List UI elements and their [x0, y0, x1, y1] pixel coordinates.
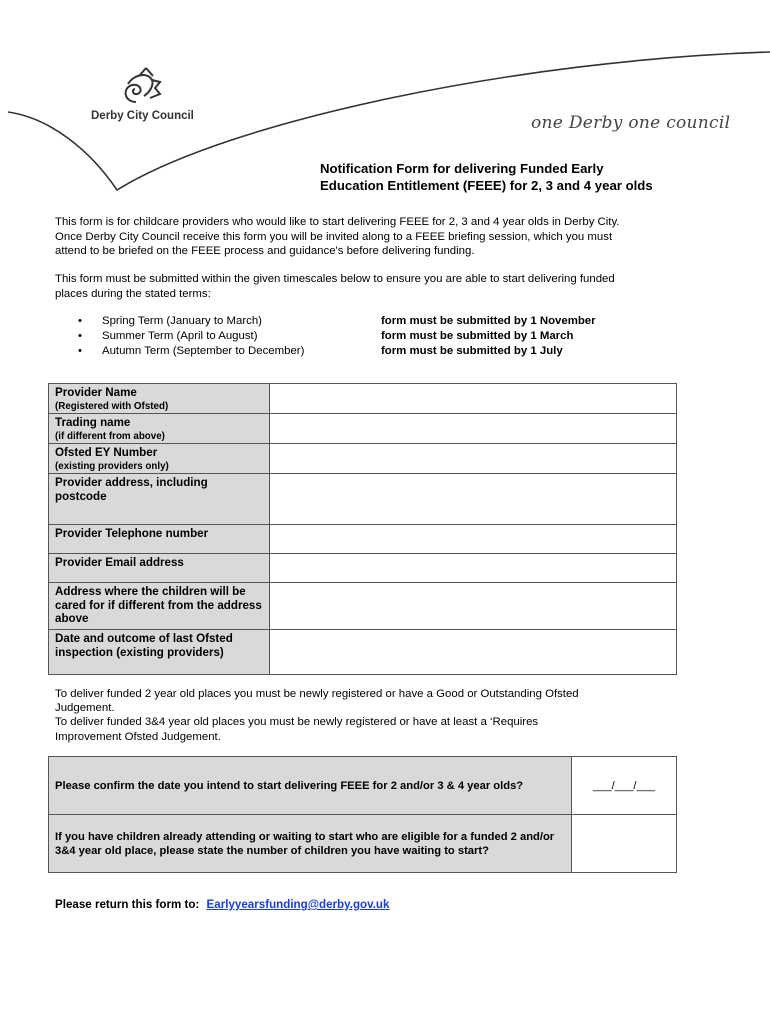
note-line: Improvement Ofsted Judgement.	[55, 730, 221, 743]
note-line: To deliver funded 3&4 year old places you must be newly registered or have at least a ‘Requires	[55, 716, 539, 729]
return-email-link[interactable]: Earlyyearsfunding@derby.gov.uk	[206, 898, 390, 911]
field-label: Provider Email address	[55, 556, 184, 569]
eligibility-notes	[55, 687, 695, 744]
last-ofsted-input[interactable]	[269, 630, 676, 675]
trading-name-input[interactable]	[269, 414, 676, 444]
intro-paragraph-1	[55, 215, 715, 259]
derby-ram-logo-icon	[126, 68, 160, 102]
term-deadline: form must be submitted by 1 July	[381, 345, 563, 357]
last-ofsted-label	[49, 630, 270, 675]
start-date-question: Please confirm the date you intend to start delivering FEEE for 2 and/or 3 & 4 year olds?	[49, 757, 572, 815]
return-instructions	[55, 898, 389, 911]
bullet: •	[78, 315, 82, 327]
field-label: Provider address, including postcode	[55, 476, 208, 503]
provider-name-input[interactable]	[269, 384, 676, 414]
ofsted-ey-number-input[interactable]	[269, 444, 676, 474]
term-item	[78, 314, 658, 329]
term-name: Summer Term (April to August)	[102, 330, 258, 342]
term-item	[78, 329, 658, 344]
intro-paragraph-2	[55, 272, 715, 301]
title-line-1: Notification Form for delivering Funded Early	[320, 161, 604, 176]
children-waiting-question: If you have children already attending or waiting to start who are eligible for a funded 2 and/or 3&4 year old place, please state the number of children you have waiting to start?	[49, 815, 572, 873]
field-label: Trading name	[55, 416, 131, 429]
table-row	[49, 525, 677, 554]
field-sublabel: (existing providers only)	[55, 460, 169, 472]
tagline: one Derby one council	[531, 113, 731, 133]
term-item	[78, 344, 658, 359]
table-row	[49, 554, 677, 583]
field-sublabel: (if different from above)	[55, 430, 165, 442]
title-line-2: Education Entitlement (FEEE) for 2, 3 and 4 year olds	[320, 178, 653, 193]
provider-email-input[interactable]	[269, 554, 676, 583]
field-sublabel: (Registered with Ofsted)	[55, 400, 169, 412]
terms-list	[78, 314, 658, 359]
start-date-input[interactable]: ___/___/___	[572, 757, 677, 815]
provider-address-label	[49, 474, 270, 525]
table-row	[49, 384, 677, 414]
start-confirmation-table	[48, 756, 677, 873]
care-address-input[interactable]	[269, 583, 676, 630]
intro-line: This form is for childcare providers who would like to start delivering FEEE for 2, 3 and 4 year olds in Derby City.	[55, 216, 620, 228]
ofsted-ey-number-label	[49, 444, 270, 474]
note-line: To deliver funded 2 year old places you must be newly registered or have a Good or Outstanding Ofsted	[55, 688, 579, 700]
intro-line: This form must be submitted within the given timescales below to ensure you are able to start delivering funded	[55, 273, 615, 285]
field-label: Ofsted EY Number	[55, 446, 158, 459]
table-row	[49, 414, 677, 444]
term-name: Spring Term (January to March)	[102, 315, 262, 327]
provider-details-table	[48, 383, 677, 675]
table-row	[49, 474, 677, 525]
term-deadline: form must be submitted by 1 November	[381, 315, 596, 327]
intro-line: Once Derby City Council receive this form you will be invited along to a FEEE briefing session, which you must	[55, 230, 613, 243]
provider-email-label	[49, 554, 270, 583]
provider-address-input[interactable]	[269, 474, 676, 525]
term-deadline: form must be submitted by 1 March	[381, 330, 574, 342]
table-row	[49, 630, 677, 675]
children-waiting-input[interactable]	[572, 815, 677, 873]
table-row	[49, 583, 677, 630]
table-row	[49, 815, 677, 873]
provider-telephone-label	[49, 525, 270, 554]
bullet: •	[78, 345, 82, 357]
field-label: Provider Telephone number	[55, 527, 209, 540]
trading-name-label	[49, 414, 270, 444]
organisation-name: Derby City Council	[91, 110, 194, 122]
intro-line: places during the stated terms:	[55, 287, 211, 300]
intro-line: attend to be briefed on the FEEE process and guidance's before delivering funding.	[55, 245, 475, 258]
field-label: Provider Name	[55, 386, 137, 399]
term-name: Autumn Term (September to December)	[102, 345, 305, 357]
field-label: Date and outcome of last Ofsted inspection (existing providers)	[55, 632, 233, 659]
table-row	[49, 757, 677, 815]
page-title	[320, 160, 740, 194]
table-row	[49, 444, 677, 474]
provider-name-label	[49, 384, 270, 414]
bullet: •	[78, 330, 82, 342]
care-address-label	[49, 583, 270, 630]
return-label: Please return this form to:	[55, 898, 200, 911]
note-line: Judgement.	[55, 702, 115, 715]
field-label: Address where the children will be cared for if different from the address above	[55, 585, 262, 625]
provider-telephone-input[interactable]	[269, 525, 676, 554]
